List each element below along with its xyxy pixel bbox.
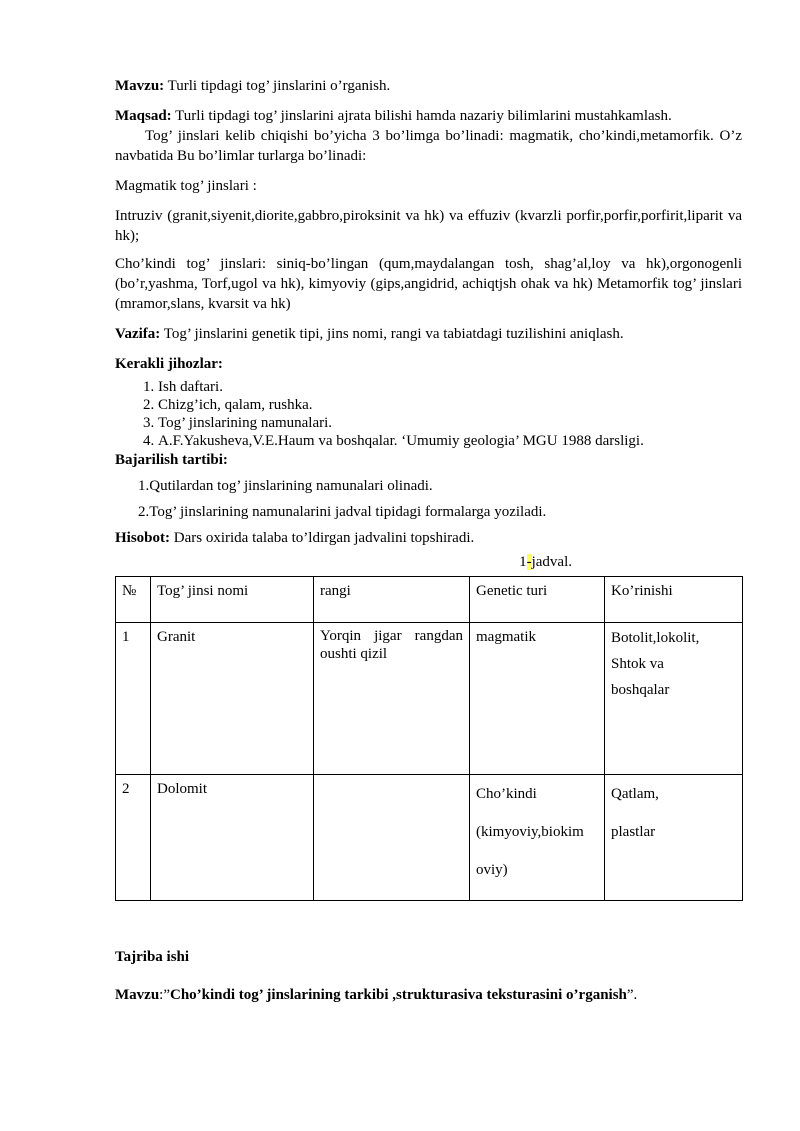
cell-line: Cho’kindi: [476, 786, 537, 802]
header-cell-genetic: Genetic turi: [470, 577, 605, 623]
vazifa-label: Vazifa:: [115, 326, 161, 342]
mavzu-line: [115, 76, 742, 96]
hisobot-label: Hisobot:: [115, 530, 171, 546]
bajarilish-heading: [115, 450, 742, 470]
maqsad-label: Maqsad:: [115, 108, 172, 124]
maqsad-line: [115, 106, 742, 126]
jadval-word: jadval.: [531, 554, 572, 570]
cell-line: Qatlam,: [611, 786, 659, 802]
list-item: 2. Chizg’ich, qalam, rushka.: [158, 396, 742, 414]
cell-line: plastlar: [611, 824, 656, 840]
tajriba-heading: [115, 947, 742, 967]
tajriba-label: Tajriba ishi: [115, 949, 190, 965]
mavzu-label: Mavzu:: [115, 78, 165, 94]
list-item: 3. Tog’ jinslarining namunalari.: [158, 414, 742, 432]
magmatik-heading: Magmatik tog’ jinslari :: [115, 178, 257, 194]
cell-line: magmatik: [476, 629, 536, 645]
document-content: [115, 76, 742, 1005]
vazifa-line: [115, 324, 742, 344]
table-header-row: [116, 577, 743, 623]
cell-name: Dolomit: [151, 775, 314, 901]
jadval-caption: [115, 552, 742, 572]
cell-korinishi: [605, 623, 743, 775]
mavzu2-label: Mavzu: [115, 987, 160, 1003]
bajarilish-label: Bajarilish tartibi:: [115, 452, 228, 468]
rocks-table: [115, 576, 743, 901]
cell-number: 2: [116, 775, 151, 901]
spacer: [115, 901, 742, 947]
list-item: 4. A.F.Yakusheva,V.E.Haum va boshqalar. ‘Umumiy geologia’ MGU 1988 darsligi.: [158, 432, 742, 450]
list-item: 1. Ish daftari.: [158, 378, 742, 396]
hisobot-line: [115, 528, 742, 548]
header-cell-number: №: [116, 577, 151, 623]
bajarilish-step: 2.Tog’ jinslarining namunalarini jadval tipidagi formalarga yoziladi.: [138, 504, 547, 520]
cell-number: 1: [116, 623, 151, 775]
intruziv-paragraph: Intruziv (granit,siyenit,diorite,gabbro,piroksinit va hk) va effuziv (kvarzli porfir,porfir,porfirit,liparit va hk);: [115, 208, 742, 244]
cell-genetic: [470, 623, 605, 775]
header-cell-name: Tog’ jinsi nomi: [151, 577, 314, 623]
cell-line: (kimyoviy,biokim: [476, 824, 584, 840]
mavzu2-text: Cho’kindi tog’ jinslarining tarkibi ,strukturasiva teksturasini o’rganish: [170, 987, 627, 1003]
bajarilish-step: 1.Qutilardan tog’ jinslarining namunalari olinadi.: [138, 478, 433, 494]
mavzu2-colon-quote: :”: [159, 987, 170, 1003]
jadval-number: 1: [519, 554, 527, 570]
cell-korinishi: [605, 775, 743, 901]
cell-genetic: [470, 775, 605, 901]
mavzu2-line: [115, 985, 742, 1005]
cell-line: oviy): [476, 862, 508, 878]
cell-rangi: [314, 775, 470, 901]
chokindi-paragraph: Cho’kindi tog’ jinslari: siniq-bo’lingan (qum,maydalangan tosh, shag’al,loy va hk),orgonogenli (bo’r,yashma, Torf,ugol va hk), kimyoviy (gips,angidrid, achiqtjsh ohak va hk) Metamorfik tog’ jinslari (mramor,slans, kvarsit va hk): [115, 256, 742, 312]
table-row: [116, 623, 743, 775]
jihozlar-label: Kerakli jihozlar:: [115, 356, 223, 372]
hisobot-text: Dars oxirida talaba to’ldirgan jadvalini topshiradi.: [170, 530, 475, 546]
vazifa-text: Tog’ jinslarini genetik tipi, jins nomi, rangi va tabiatdagi tuzilishini aniqlash.: [160, 326, 624, 342]
table-row: [116, 775, 743, 901]
jihozlar-heading: [115, 354, 742, 374]
header-cell-rangi: rangi: [314, 577, 470, 623]
cell-rangi: Yorqin jigar rangdan oushti qizil: [314, 623, 470, 775]
maqsad-text: Turli tipdagi tog’ jinslarini ajrata bilishi hamda nazariy bilimlarini mustahkamlash.: [171, 108, 672, 124]
intro-paragraph: Tog’ jinslari kelib chiqishi bo’yicha 3 bo’limga bo’linadi: magmatik, cho’kindi,metamorfik. O’z navbatida Bu bo’limlar turlarga bo’linadi:: [115, 128, 742, 164]
cell-name: Granit: [151, 623, 314, 775]
jihozlar-list: [115, 378, 742, 450]
cell-line: Shtok va: [611, 656, 664, 672]
mavzu2-end: ”.: [626, 987, 638, 1003]
header-cell-korinishi: Ko’rinishi: [605, 577, 743, 623]
jadval-dash-highlight: -: [526, 554, 532, 570]
cell-line: Botolit,lokolit,: [611, 630, 700, 646]
mavzu-text: Turli tipdagi tog’ jinslarini o’rganish.: [164, 78, 391, 94]
cell-line: boshqalar: [611, 682, 670, 698]
